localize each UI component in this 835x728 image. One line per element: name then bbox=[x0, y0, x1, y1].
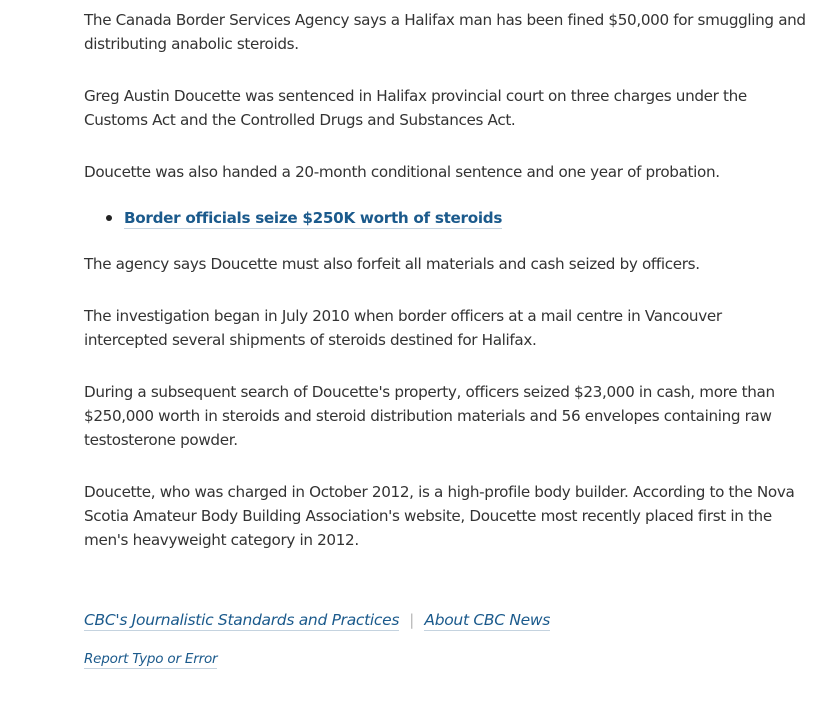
article-paragraph: Doucette, who was charged in October 2012, is a high-profile body builder. According to the Nova Scotia Amateur Body Building Association's website, Doucette most recently placed first in the men's heavyweight category in 2012. bbox=[84, 483, 795, 549]
article-paragraph: The Canada Border Services Agency says a Halifax man has been fined $50,000 for smuggling and distributing anabolic steroids. bbox=[84, 11, 806, 53]
article-paragraph: The investigation began in July 2010 when border officers at a mail centre in Vancouver intercepted several shipments of steroids destined for Halifax. bbox=[84, 307, 722, 349]
article-paragraph: The agency says Doucette must also forfeit all materials and cash seized by officers. bbox=[84, 255, 700, 273]
about-cbc-news-link[interactable]: About CBC News bbox=[424, 611, 551, 629]
related-story-link[interactable]: Border officials seize $250K worth of steroids bbox=[124, 209, 503, 227]
report-typo-link[interactable]: Report Typo or Error bbox=[84, 651, 218, 667]
article-paragraph: Doucette was also handed a 20-month conditional sentence and one year of probation. bbox=[84, 163, 720, 181]
footer-links bbox=[84, 608, 550, 632]
standards-link[interactable]: CBC's Journalistic Standards and Practices bbox=[84, 611, 400, 629]
bullet-icon bbox=[106, 215, 112, 221]
report-typo-container bbox=[84, 649, 217, 669]
related-links-list bbox=[84, 206, 806, 230]
article-body bbox=[84, 8, 806, 580]
related-link-item bbox=[124, 206, 806, 230]
footer-separator: | bbox=[409, 611, 415, 629]
article-paragraph: During a subsequent search of Doucette's property, officers seized $23,000 in cash, more than $250,000 worth in steroids and steroid distribution materials and 56 envelopes containing raw testosterone powder. bbox=[84, 383, 775, 449]
article-paragraph: Greg Austin Doucette was sentenced in Halifax provincial court on three charges under the Customs Act and the Controlled Drugs and Substances Act. bbox=[84, 87, 747, 129]
